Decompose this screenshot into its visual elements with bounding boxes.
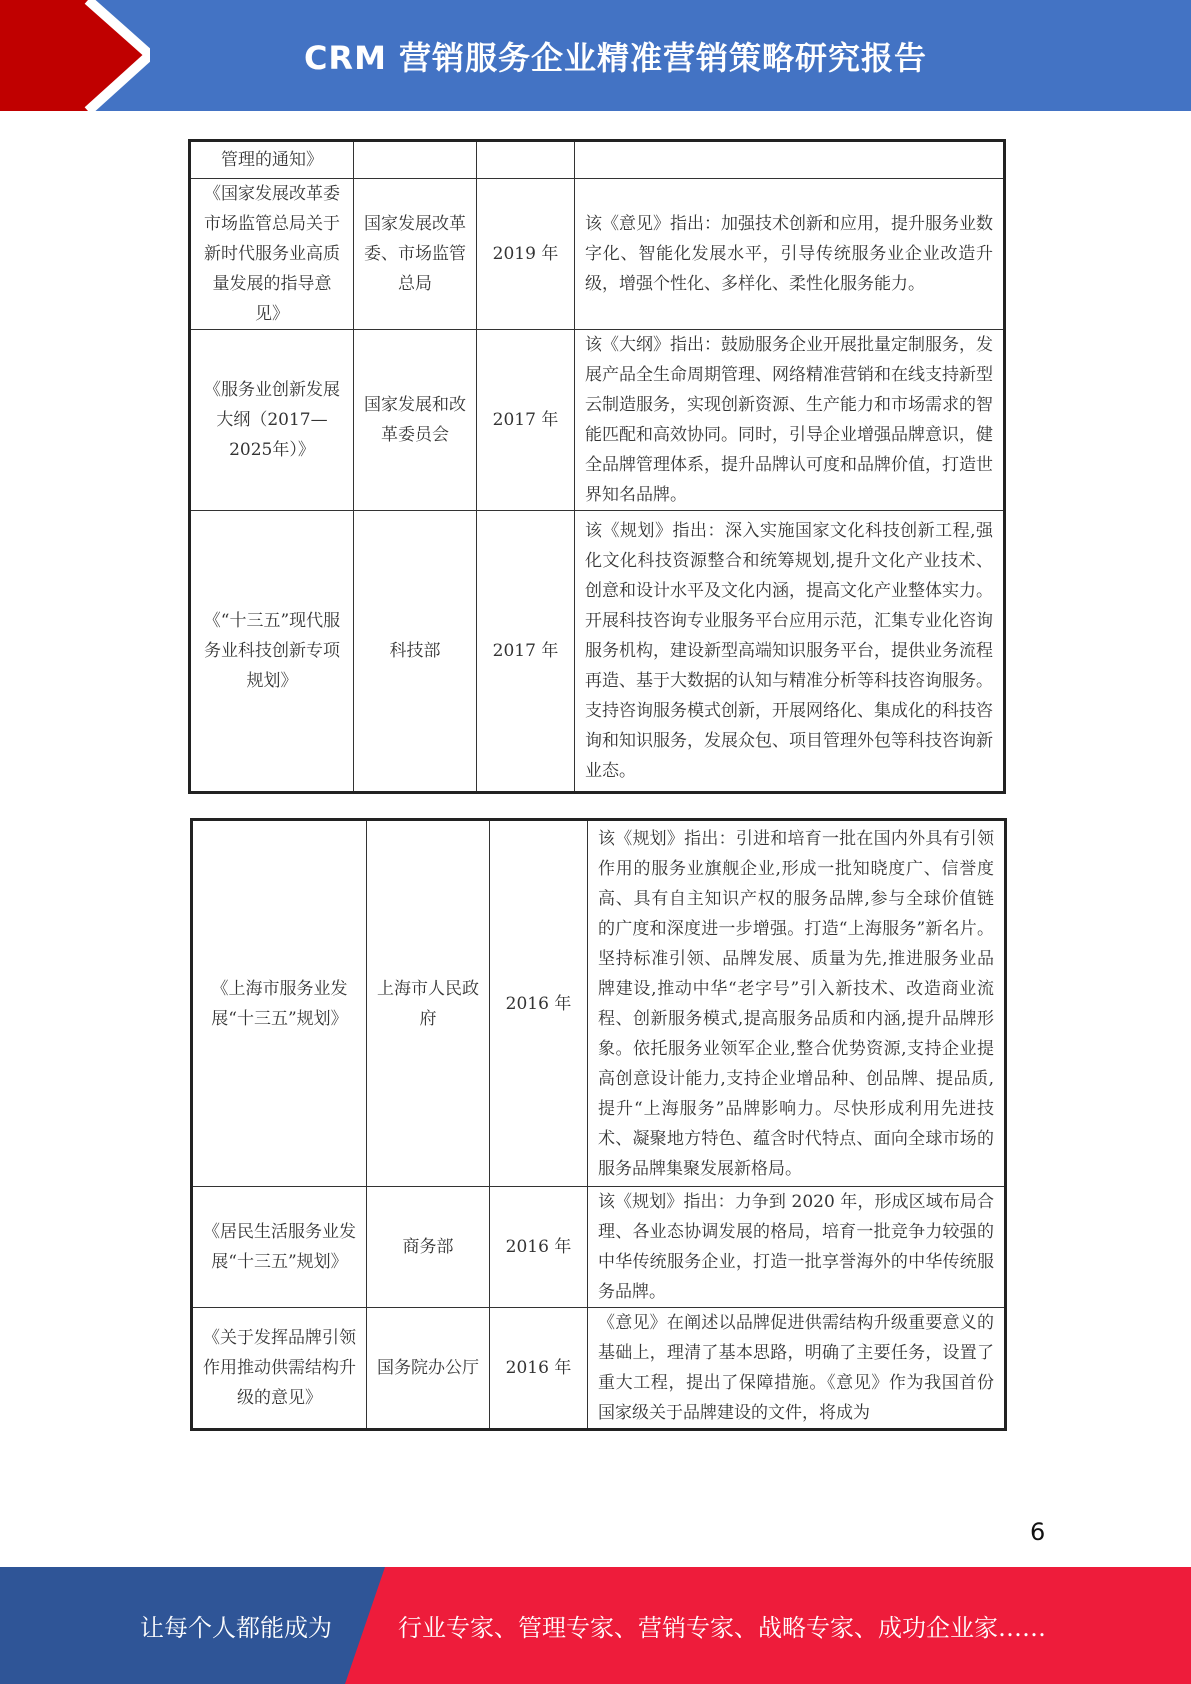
issuing-org: 国家发展改革委、市场监管总局 (354, 179, 477, 330)
policy-name: 《服务业创新发展大纲（2017—2025年）》 (190, 330, 354, 511)
policy-name: 《关于发挥品牌引领作用推动供需结构升级的意见》 (192, 1308, 367, 1430)
table-row (190, 330, 1005, 511)
policy-content: 该《规划》指出：引进和培育一批在国内外具有引领作用的服务业旗舰企业,形成一批知晓度广、信誉度高、具有自主知识产权的服务品牌,参与全球价值链的广度和深度进一步增强。打造“上海服务”新名片。坚持标准引领、品牌发展、质量为先,推进服务业品牌建设,推动中华“老字号”引入新技术、改造商业流程、创新服务模式,提高服务品质和内涵,提升品牌形象。依托服务业领军企业,整合优势资源,支持企业提高创意设计能力,支持企业增品种、创品牌、提品质,提升“上海服务”品牌影响力。尽快形成利用先进技术、凝聚地方特色、蕴含时代特点、面向全球市场的服务品牌集聚发展新格局。 (588, 820, 1006, 1187)
issue-year: 2019 年 (477, 179, 575, 330)
page-header (0, 0, 1191, 111)
policy-content: 该《大纲》指出：鼓励服务企业开展批量定制服务，发展产品全生命周期管理、网络精准营销和在线支持新型云制造服务，实现创新资源、生产能力和市场需求的智能匹配和高效协同。同时，引导企业增强品牌意识，健全品牌管理体系，提升品牌认可度和品牌价值，打造世界知名品牌。 (575, 330, 1005, 511)
policy-table-2 (190, 818, 1007, 1431)
policy-table-1 (188, 139, 1006, 794)
page-number: 6 (1030, 1518, 1046, 1546)
issuing-org: 商务部 (367, 1187, 490, 1308)
table-row (192, 1308, 1006, 1430)
table-row (192, 1187, 1006, 1308)
table-row (190, 511, 1005, 793)
policy-content (575, 141, 1005, 179)
report-title: CRM 营销服务企业精准营销策略研究报告 (303, 38, 928, 77)
policy-content: 《意见》在阐述以品牌促进供需结构升级重要意义的基础上，理清了基本思路，明确了主要任务，设置了重大工程，提出了保障措施。《意见》作为我国首份国家级关于品牌建设的文件，将成为 (588, 1308, 1006, 1430)
issue-year: 2017 年 (477, 511, 575, 793)
table-row (190, 141, 1005, 179)
policy-content: 该《意见》指出：加强技术创新和应用，提升服务业数字化、智能化发展水平，引导传统服务业企业改造升级，增强个性化、多样化、柔性化服务能力。 (575, 179, 1005, 330)
issue-year: 2016 年 (490, 820, 588, 1187)
footer-slogan-left: 让每个人都能成为 (140, 1614, 332, 1642)
issue-year: 2017 年 (477, 330, 575, 511)
issue-year: 2016 年 (490, 1187, 588, 1308)
issuing-org (354, 141, 477, 179)
issue-year (477, 141, 575, 179)
policy-content: 该《规划》指出：深入实施国家文化科技创新工程,强化文化科技资源整合和统筹规划,提升文化产业技术、创意和设计水平及文化内涵，提高文化产业整体实力。开展科技咨询专业服务平台应用示范，汇集专业化咨询服务机构，建设新型高端知识服务平台，提供业务流程再造、基于大数据的认知与精准分析等科技咨询服务。支持咨询服务模式创新，开展网络化、集成化的科技咨询和知识服务，发展众包、项目管理外包等科技咨询新业态。 (575, 511, 1005, 793)
issuing-org: 国家发展和改革委员会 (354, 330, 477, 511)
issuing-org: 科技部 (354, 511, 477, 793)
policy-name: 《国家发展改革委市场监管总局关于新时代服务业高质量发展的指导意见》 (190, 179, 354, 330)
table-row (192, 820, 1006, 1187)
issuing-org: 上海市人民政府 (367, 820, 490, 1187)
policy-name: 《居民生活服务业发展“十三五”规划》 (192, 1187, 367, 1308)
page-footer (0, 1567, 1191, 1684)
policy-name: 《上海市服务业发展“十三五”规划》 (192, 820, 367, 1187)
table-row (190, 179, 1005, 330)
policy-name: 管理的通知》 (190, 141, 354, 179)
issue-year: 2016 年 (490, 1308, 588, 1430)
issuing-org: 国务院办公厅 (367, 1308, 490, 1430)
footer-slogan-right: 行业专家、管理专家、营销专家、战略专家、成功企业家…… (398, 1614, 1046, 1642)
policy-name: 《“十三五”现代服务业科技创新专项规划》 (190, 511, 354, 793)
policy-content: 该《规划》指出：力争到 2020 年，形成区域布局合理、各业态协调发展的格局，培育一批竞争力较强的中华传统服务企业，打造一批享誉海外的中华传统服务品牌。 (588, 1187, 1006, 1308)
